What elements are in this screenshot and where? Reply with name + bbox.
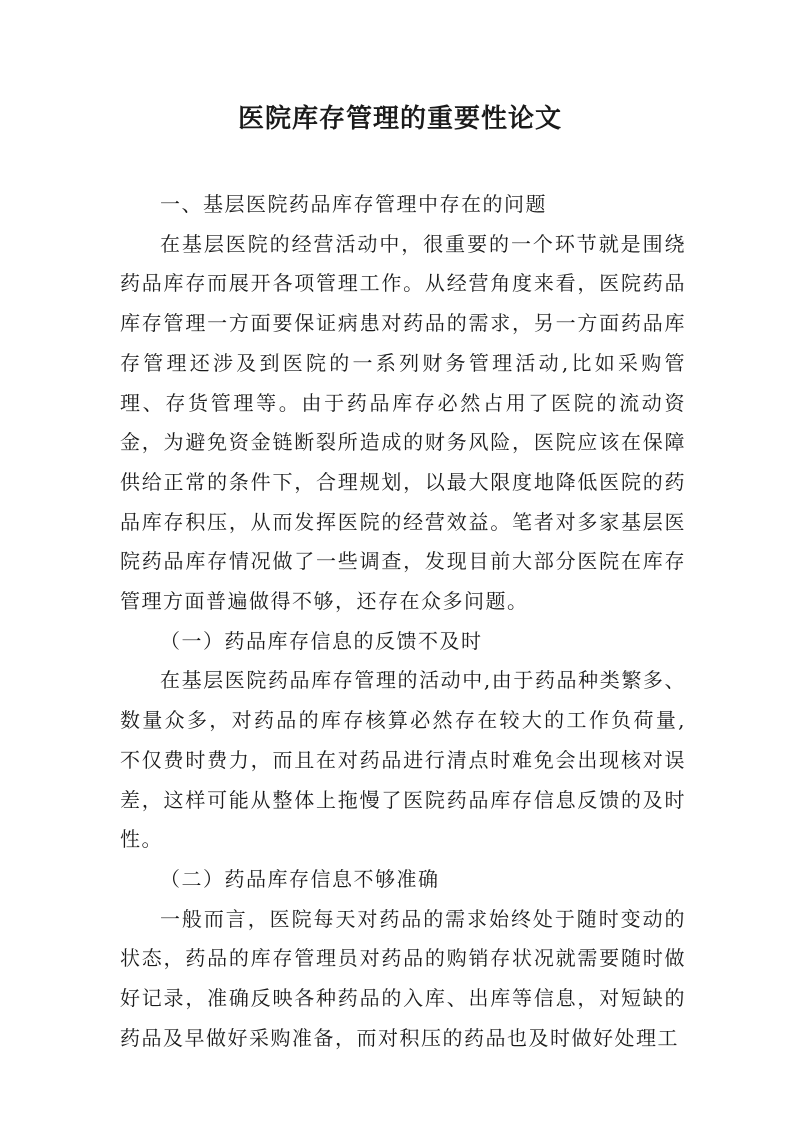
paragraph-3: 一般而言，医院每天对药品的需求始终处于随时变动的状态，药品的库存管理员对药品的购销存状况就需要随时做好记录，准确反映各种药品的入库、出库等信息，对短缺的药品及早做好采购准备，而对积压的药品也及时做好处理工 <box>120 906 686 1050</box>
document-body <box>120 185 686 1058</box>
subsection-heading-2: （二）药品库存信息不够准确 <box>160 866 440 891</box>
paragraph-2: 在基层医院药品库存管理的活动中,由于药品种类繁多、数量众多，对药品的库存核算必然存在较大的工作负荷量,不仅费时费力，而且在对药品进行清点时难免会出现核对误差，这样可能从整体上拖慢了医院药品库存信息反馈的及时性。 <box>120 668 686 852</box>
section-heading-1: 一、基层医院药品库存管理中存在的问题 <box>160 192 547 216</box>
subsection-heading-1: （一）药品库存信息的反馈不及时 <box>160 628 483 653</box>
paragraph-1: 在基层医院的经营活动中，很重要的一个环节就是围绕药品库存而展开各项管理工作。从经营角度来看，医院药品库存管理一方面要保证病患对药品的需求，另一方面药品库存管理还涉及到医院的一系列财务管理活动,比如采购管理、存货管理等。由于药品库存必然占用了医院的流动资金，为避免资金链断裂所造成的财务风险，医院应该在保障供给正常的条件下，合理规划，以最大限度地降低医院的药品库存积压，从而发挥医院的经营效益。笔者对多家基层医院药品库存情况做了一些调查，发现目前大部分医院在库存管理方面普遍做得不够，还存在众多问题。 <box>120 231 686 614</box>
document-title: 医院库存管理的重要性论文 <box>237 104 562 134</box>
